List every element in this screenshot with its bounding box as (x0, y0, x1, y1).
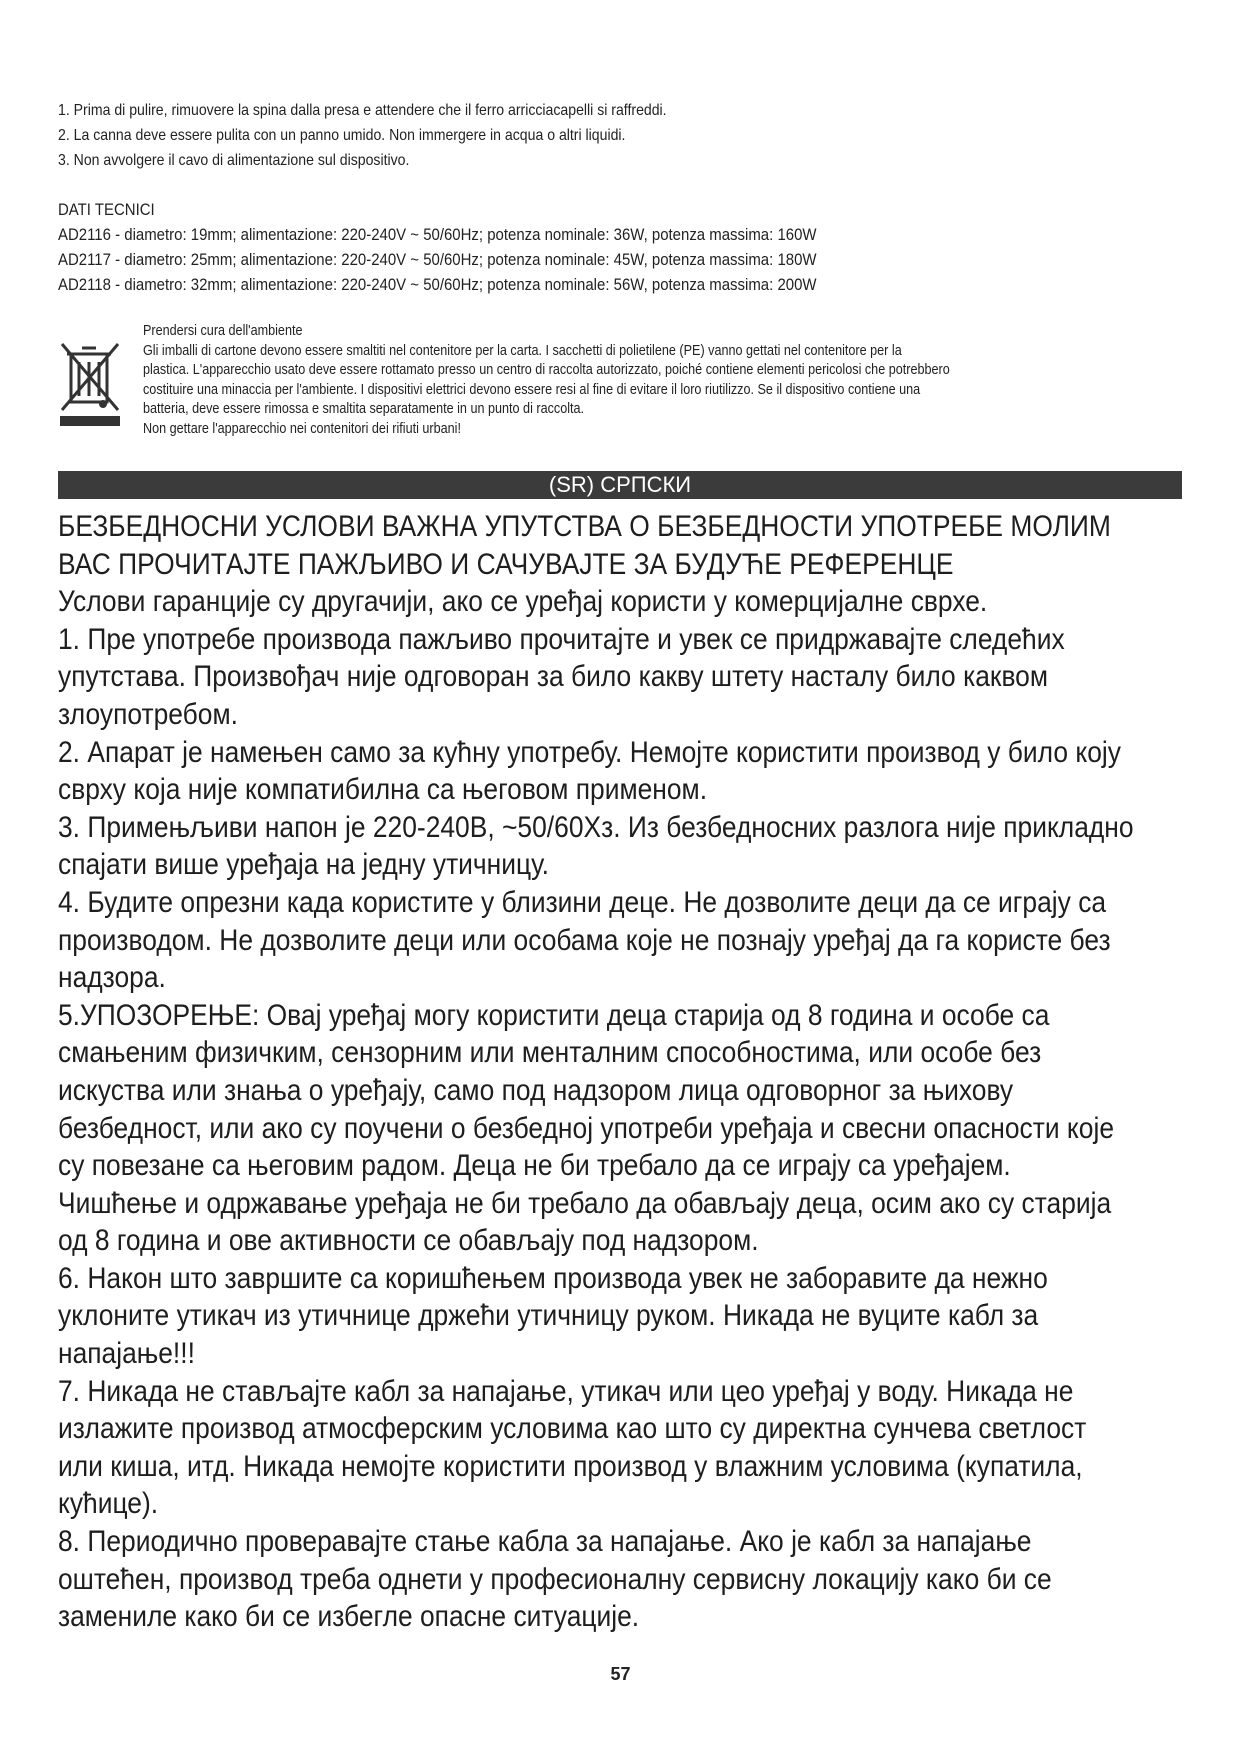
sr-line: кућице). (58, 1487, 159, 1521)
sr-line: 6. Након што завршите са коришћењем производа увек не заборавите да нежно (58, 1261, 1048, 1295)
list-item: 3. Non avvolgere il cavo di alimentazione sul dispositivo. (58, 152, 410, 169)
environment-line: Non gettare l'apparecchio nei contenitori dei rifiuti urbani! (143, 420, 461, 437)
list-item: 1. Prima di pulire, rimuovere la spina dalla presa e attendere che il ferro arricciacapelli si raffreddi. (58, 102, 667, 119)
sr-line: 7. Никада не стављајте кабл за напајање, утикач или цео уређај у воду. Никада не (58, 1374, 1074, 1408)
sr-line: су повезане са његовим радом. Деца не би требало да се играју са уређајем. (58, 1149, 1011, 1183)
sr-line: упутстава. Произвођач није одговоран за било какву штету насталу било каквом (58, 660, 1048, 694)
cleaning-instructions (58, 98, 1188, 173)
sr-line: злоупотребом. (58, 697, 238, 731)
crossed-out-wheelie-bin-icon (58, 340, 122, 428)
sr-line: излажите производ атмосферским условима као што су директна сунчева светлост (58, 1412, 1087, 1446)
sr-line: 2. Апарат је намењен само за кућну употребу. Немојте користити производ у било коју (58, 735, 1121, 769)
sr-line: 8. Периодично проверавајте стање кабла за напајање. Ако је кабл за напајање (58, 1525, 1032, 1559)
sr-line: 4. Будите опрезни када користите у близини деце. Не дозволите деци да се играју са (58, 885, 1107, 919)
environment-line: Gli imballi di cartone devono essere smaltiti nel contenitore per la carta. I sacchetti di polietilene (PE) vanno gettati nel contenitore per la (143, 342, 902, 359)
sr-line: од 8 година и ове активности се обављају под надзором. (58, 1224, 759, 1258)
tech-row: AD2118 - diametro: 32mm; alimentazione: 220-240V ~ 50/60Hz; potenza nominale: 56W, potenza massima: 200W (58, 275, 817, 294)
sr-line: напајање!!! (58, 1337, 195, 1371)
technical-data-title: DATI TECNICI (58, 200, 155, 219)
sr-line: безбедност, или ако су поучени о безбедној употреби уређаја и свесни опасности које (58, 1111, 1114, 1145)
sr-line: 1. Пре употребе производа пажљиво прочитајте и увек се придржавајте следећих (58, 622, 1065, 656)
list-item: 2. La canna deve essere pulita con un panno umido. Non immergere in acqua o altri liquidi. (58, 127, 626, 144)
environment-line: plastica. L'apparecchio usato deve essere rottamato presso un centro di raccolta autorizzato, poiché contiene elementi pericolosi che potrebbero (143, 362, 950, 378)
sr-line: 5.УПОЗОРЕЊЕ: Овај уређај могу користити деца старија од 8 година и особе са (58, 998, 1050, 1032)
sr-line: уклоните утикач из утичнице држећи утичницу руком. Никада не вуците кабл за (58, 1299, 1039, 1333)
tech-row: AD2117 - diametro: 25mm; alimentazione: 220-240V ~ 50/60Hz; potenza nominale: 45W, potenza massima: 180W (58, 250, 817, 269)
sr-line: 3. Примењљиви напон је 220-240В, ~50/60Хз. Из безбедносних разлога није прикладно (58, 810, 1134, 844)
environment-line: costituire una minaccia per l'ambiente. I dispositivi elettrici devono essere resi al fine di evitare il loro riutilizzo. Se il dispositivo contiene una (143, 381, 921, 398)
sr-line: сврху која није компатибилна са његовом применом. (58, 773, 708, 807)
section-header-serbian: (SR) СРПСКИ (58, 471, 1182, 499)
environment-notice (143, 322, 1183, 439)
sr-line: Чишћење и одржавање уређаја не би требало да обављају деца, осим ако су старија (58, 1186, 1112, 1220)
sr-line: ВАС ПРОЧИТАЈТЕ ПАЖЉИВО И САЧУВАЈТЕ ЗА БУДУЋЕ РЕФЕРЕНЦЕ (58, 547, 954, 581)
sr-line: искуства или знања о уређају, само под надзором лица одговорног за њихову (58, 1073, 1014, 1107)
sr-line: БЕЗБЕДНОСНИ УСЛОВИ ВАЖНА УПУТСТВА О БЕЗБЕДНОСТИ УПОТРЕБЕ МОЛИМ (58, 510, 1111, 543)
sr-line: оштећен, производ треба однети у професионалну сервисну локацију како би се (58, 1562, 1052, 1596)
environment-line: batteria, deve essere rimossa e smaltita separatamente in un punto di raccolta. (143, 401, 585, 417)
sr-line: производом. Не дозволите деци или особама које не познају уређај да га користе без (58, 923, 1111, 957)
sr-line: смањеним физичким, сензорним или менталним способностима, или особе без (58, 1036, 1042, 1070)
page-number: 57 (610, 1664, 631, 1684)
sr-line: замениле како би се избегле опасне ситуације. (58, 1600, 640, 1634)
tech-row: AD2116 - diametro: 19mm; alimentazione: 220-240V ~ 50/60Hz; potenza nominale: 36W, potenza massima: 160W (58, 225, 817, 244)
environment-line: Prendersi cura dell'ambiente (143, 323, 303, 339)
sr-line: надзора. (58, 961, 166, 995)
technical-data (58, 197, 1188, 297)
sr-line: или киша, итд. Никада немојте користити производ у влажним условима (купатила, (58, 1449, 1083, 1483)
serbian-safety-instructions (58, 508, 1188, 1636)
sr-line: спајати више уређаја на једну утичницу. (58, 848, 550, 882)
sr-line: Услови гаранције су другачији, ако се уређај користи у комерцијалне сврхе. (58, 585, 988, 619)
